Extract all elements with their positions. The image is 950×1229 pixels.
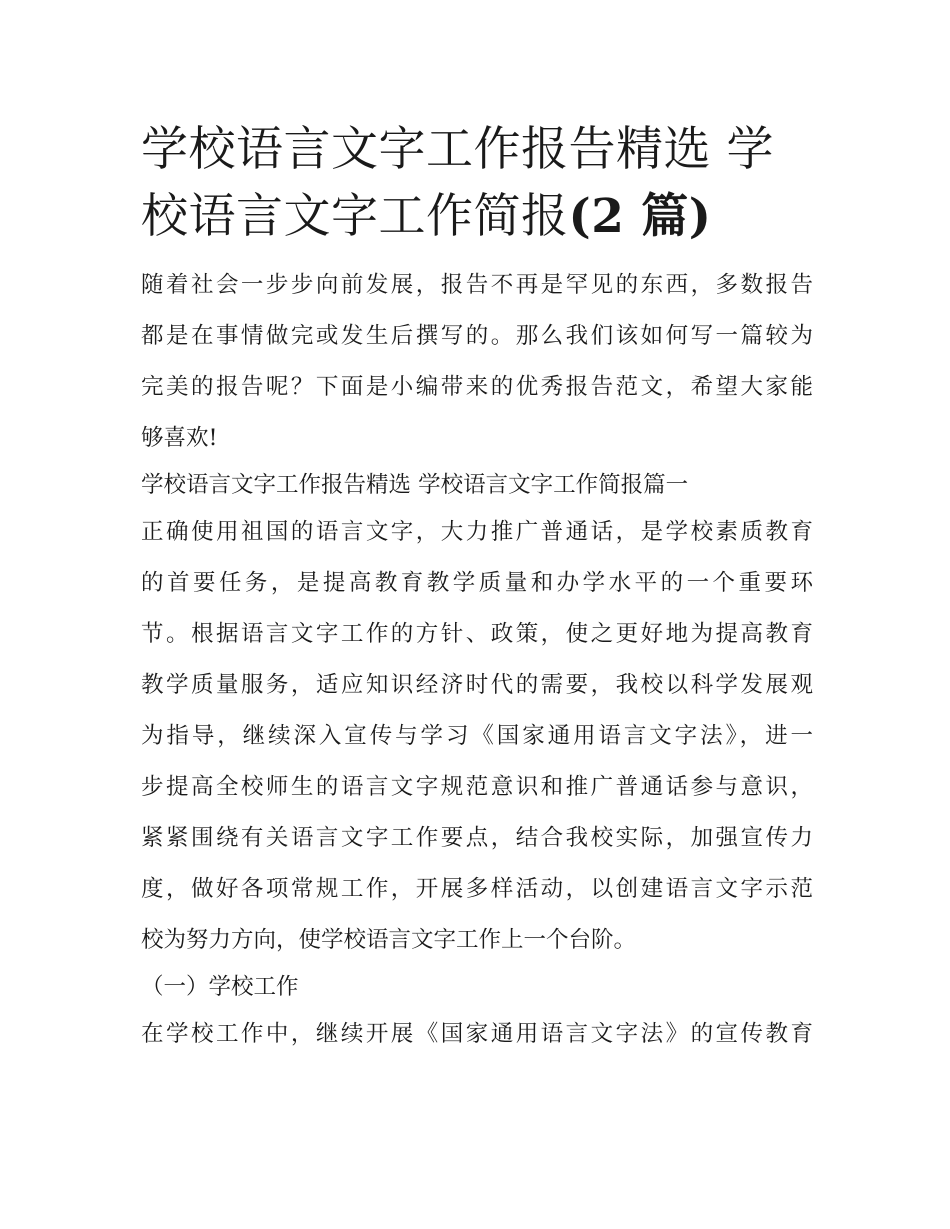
body-line: 步提高全校师生的语言文字规范意识和推广普通话参与意识， <box>141 774 813 800</box>
title-line-1: 学校语言文字工作报告精选 学 <box>141 122 774 177</box>
body-line: 校为努力方向，使学校语言文字工作上一个台阶。 <box>141 927 637 953</box>
body-line: 教学质量服务，适应知识经济时代的需要，我校以科学发展观 <box>141 672 813 698</box>
body-line: 节。根据语言文字工作的方针、政策，使之更好地为提高教育 <box>141 621 813 647</box>
title-line-2-suffix: (2 篇) <box>568 189 712 244</box>
final-paragraph <box>141 1009 813 1060</box>
document-title <box>141 116 813 250</box>
intro-line: 随着社会一步步向前发展，报告不再是罕见的东西，多数报告 <box>141 272 813 298</box>
body-line: 正确使用祖国的语言文字，大力推广普通话，是学校素质教育 <box>141 519 813 545</box>
final-line: 在学校工作中，继续开展《国家通用语言文字法》的宣传教育 <box>141 1021 813 1047</box>
intro-line: 都是在事情做完或发生后撰写的。那么我们该如何写一篇较为 <box>141 323 813 349</box>
section-heading: 学校语言文字工作报告精选 学校语言文字工作简报篇一 <box>141 472 689 498</box>
document-body <box>141 260 813 1060</box>
document-page <box>141 116 813 1060</box>
title-line-2-prefix: 校语言文字工作简报 <box>141 189 569 244</box>
subheading: （一）学校工作 <box>141 974 299 1000</box>
intro-line: 完美的报告呢？下面是小编带来的优秀报告范文，希望大家能 <box>141 374 813 400</box>
body-line: 的首要任务，是提高教育教学质量和办学水平的一个重要环 <box>141 570 813 596</box>
intro-line: 够喜欢! <box>141 425 218 451</box>
intro-paragraph <box>141 260 813 464</box>
body-line: 度，做好各项常规工作，开展多样活动，以创建语言文字示范 <box>141 876 813 902</box>
body-line: 紧紧围绕有关语言文字工作要点，结合我校实际，加强宣传力 <box>141 825 813 851</box>
body-line: 为指导，继续深入宣传与学习《国家通用语言文字法》，进一 <box>141 723 813 749</box>
title-line-2 <box>141 183 813 250</box>
body-paragraph <box>141 507 813 966</box>
